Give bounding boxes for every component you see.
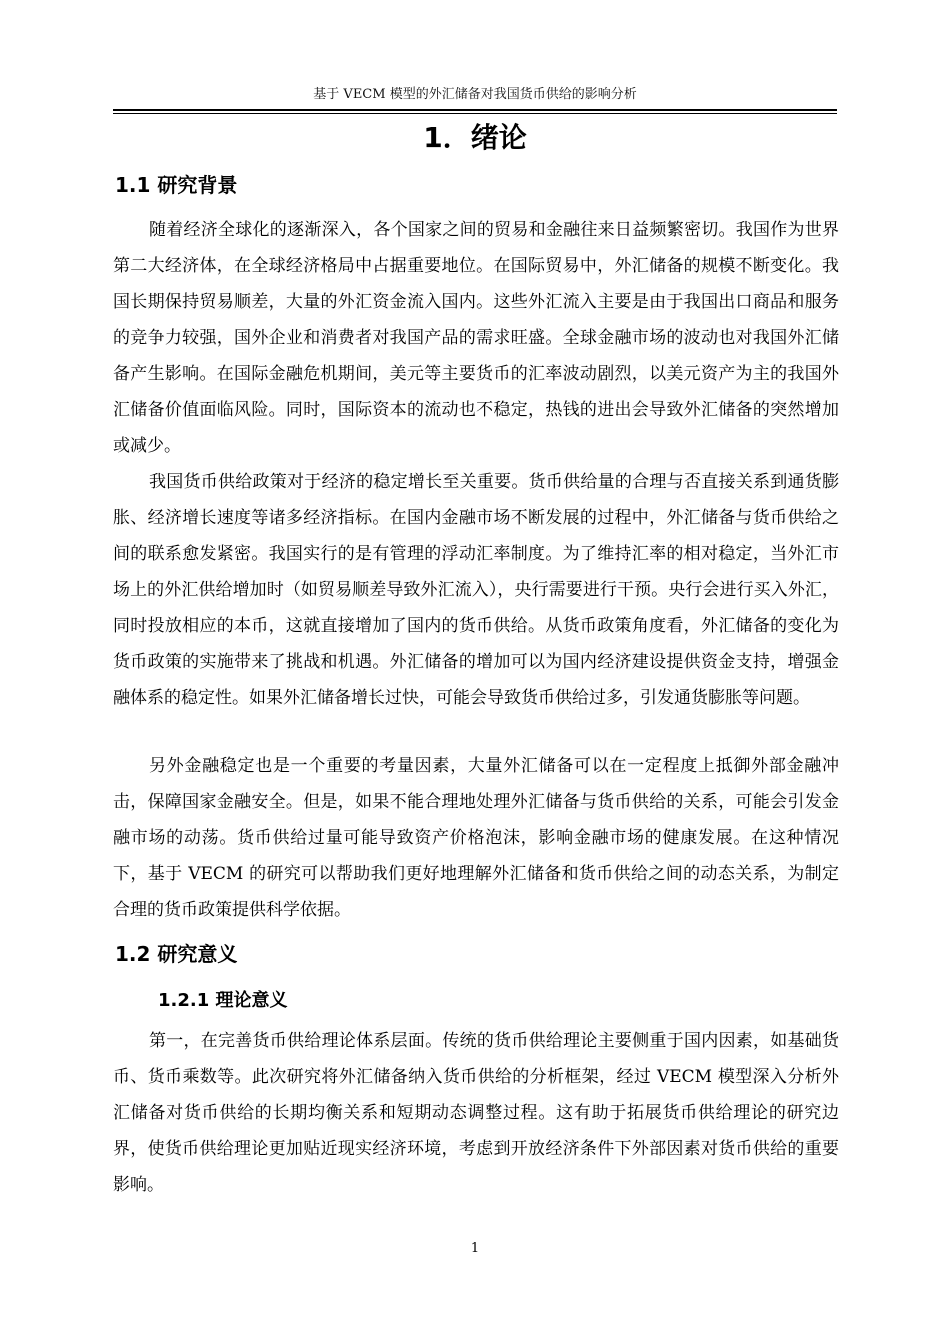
running-header: 基于 VECM 模型的外汇储备对我国货币供给的影响分析 — [313, 87, 637, 102]
paragraph-background-1: 随着经济全球化的逐渐深入，各个国家之间的贸易和金融往来日益频繁密切。我国作为世界第二大经济体，在全球经济格局中占据重要地位。在国际贸易中，外汇储备的规模不断变化。我国长期保持贸易顺差，大量的外汇资金流入国内。这些外汇流入主要是由于我国出口商品和服务的竞争力较强，国外企业和消费者对我国产品的需求旺盛。全球金融市场的波动也对我国外汇储备产生影响。在国际金融危机期间，美元等主要货币的汇率波动剧烈，以美元资产为主的我国外汇储备价值面临风险。同时，国际资本的流动也不稳定，热钱的进出会导致外汇储备的突然增加或减少。 — [113, 220, 839, 456]
header-rule — [113, 109, 837, 111]
paragraph-background-2: 我国货币供给政策对于经济的稳定增长至关重要。货币供给量的合理与否直接关系到通货膨胀、经济增长速度等诸多经济指标。在国内金融市场不断发展的过程中，外汇储备与货币供给之间的联系愈发紧密。我国实行的是有管理的浮动汇率制度。为了维持汇率的相对稳定，当外汇市场上的外汇供给增加时（如贸易顺差导致外汇流入），央行需要进行干预。央行会进行买入外汇，同时投放相应的本币，这就直接增加了国内的货币供给。从货币政策角度看，外汇储备的变化为货币政策的实施带来了挑战和机遇。外汇储备的增加可以为国内经济建设提供资金支持，增强金融体系的稳定性。如果外汇储备增长过快，可能会导致货币供给过多，引发通货膨胀等问题。 — [113, 472, 839, 708]
paragraph-theory-1: 第一，在完善货币供给理论体系层面。传统的货币供给理论主要侧重于国内因素，如基础货币、货币乘数等。此次研究将外汇储备纳入货币供给的分析框架，经过 VECM 模型深入分析外汇储备对货币供给的长期均衡关系和短期动态调整过程。这有助于拓展货币供给理论的研究边界，使货币供给理论更加贴近现实经济环境，考虑到开放经济条件下外部因素对货币供给的重要影响。 — [113, 1031, 839, 1195]
paragraph-background-3: 另外金融稳定也是一个重要的考量因素，大量外汇储备可以在一定程度上抵御外部金融冲击，保障国家金融安全。但是，如果不能合理地处理外汇储备与货币供给的关系，可能会引发金融市场的动荡。货币供给过量可能导致资产价格泡沫，影响金融市场的健康发展。在这种情况下，基于 VECM 的研究可以帮助我们更好地理解外汇储备和货币供给之间的动态关系，为制定合理的货币政策提供科学依据。 — [113, 756, 839, 920]
header-rule-thin — [113, 113, 837, 114]
page-number: 1 — [470, 1241, 480, 1256]
subsection-heading-theory: 1.2.1 理论意义 — [158, 990, 288, 1011]
section-heading-background: 1.1 研究背景 — [115, 173, 238, 197]
section-heading-significance: 1.2 研究意义 — [115, 942, 238, 966]
chapter-title: 1．绪论 — [423, 121, 527, 154]
